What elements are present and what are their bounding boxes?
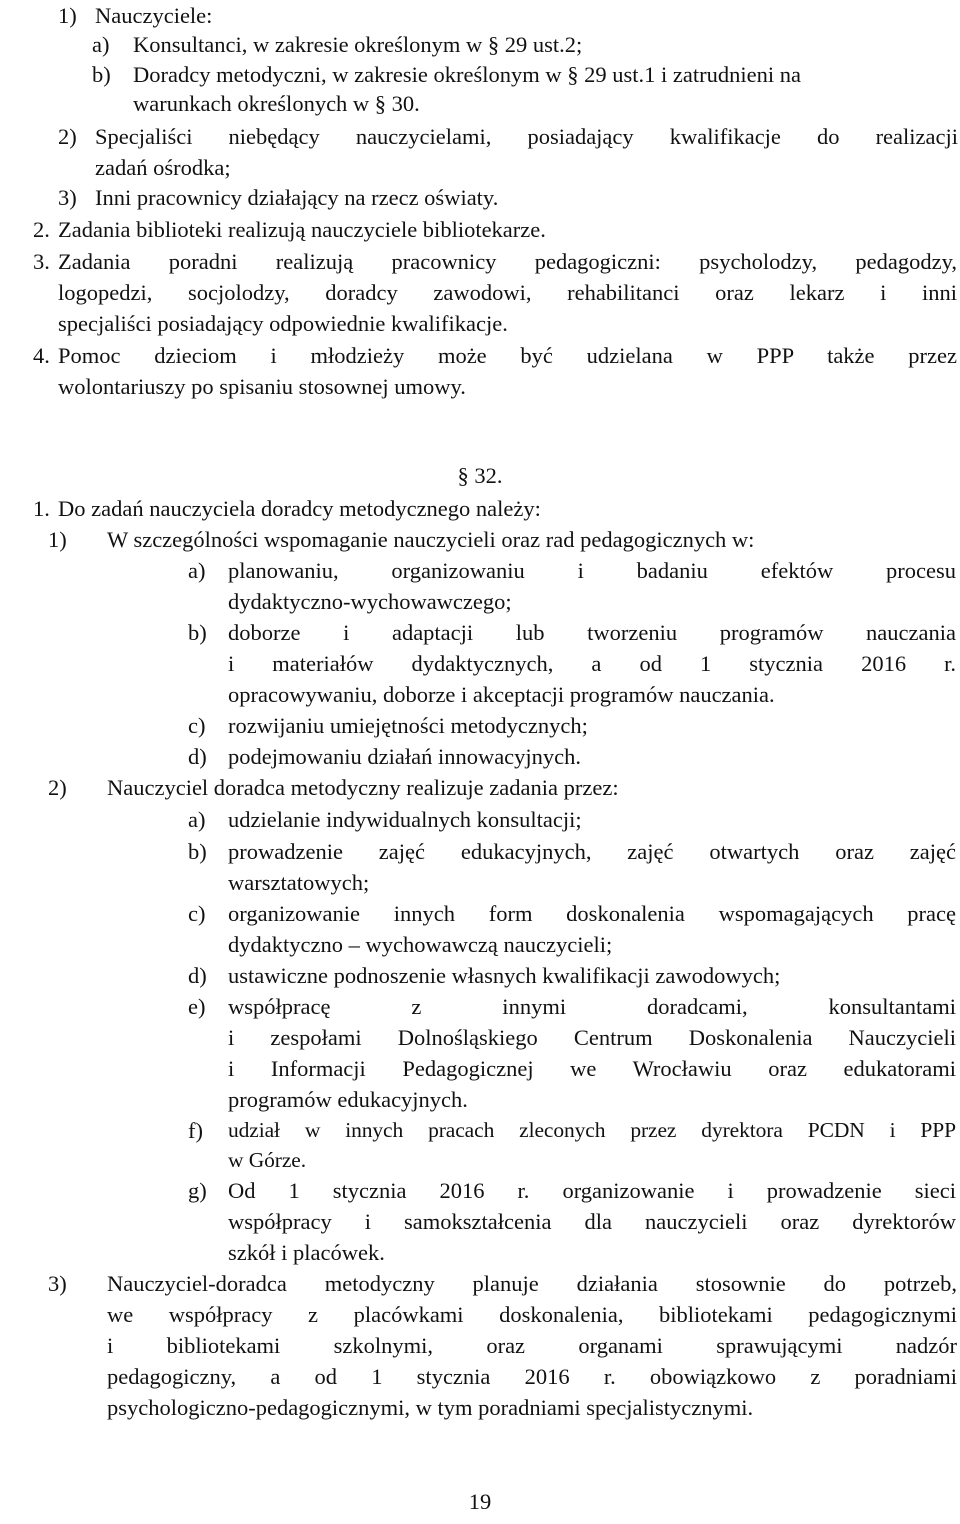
- list-marker: 1): [58, 3, 77, 28]
- point-text: logopedzi, socjolodzy, doradcy zawodowi, rehabilitanci oraz lekarz i inni: [58, 280, 957, 305]
- list-item-text: W szczególności wspomaganie nauczycieli oraz rad pedagogicznych w:: [107, 527, 755, 552]
- list-item-text: Konsultanci, w zakresie określonym w § 29 ust.2;: [133, 32, 583, 57]
- list-item-text: dydaktyczno – wychowawczą nauczycieli;: [228, 932, 613, 957]
- list-item-text: prowadzenie zajęć edukacyjnych, zajęć otwartych oraz zajęć: [228, 839, 956, 864]
- list-item-text: szkół i placówek.: [228, 1240, 385, 1265]
- list-item-text: Doradcy metodyczni, w zakresie określonym w § 29 ust.1 i zatrudnieni na: [133, 62, 801, 87]
- list-item-text: zadań ośrodka;: [95, 155, 231, 180]
- list-item-text: psychologiczno-pedagogicznymi, w tym poradniami specjalistycznymi.: [107, 1395, 754, 1420]
- list-marker: e): [188, 994, 206, 1019]
- list-item-text: Nauczyciel-doradca metodyczny planuje działania stosownie do potrzeb,: [107, 1271, 957, 1296]
- list-item-text: podejmowaniu działań innowacyjnych.: [228, 744, 582, 769]
- list-marker: f): [188, 1118, 203, 1143]
- list-marker: 2): [58, 124, 77, 149]
- list-item-text: programów edukacyjnych.: [228, 1087, 468, 1112]
- list-marker: b): [92, 62, 111, 87]
- list-marker: a): [188, 807, 206, 832]
- point-number: 3.: [33, 249, 50, 274]
- point-text: wolontariuszy po spisaniu stosownej umowy.: [58, 374, 466, 399]
- list-item-text: doborze i adaptacji lub tworzeniu programów nauczania: [228, 620, 956, 645]
- list-item-text: udzielanie indywidualnych konsultacji;: [228, 807, 582, 832]
- list-marker: c): [188, 901, 206, 926]
- page-number: 19: [468, 1489, 492, 1514]
- point-text: Zadania poradni realizują pracownicy pedagogiczni: psycholodzy, pedagodzy,: [58, 249, 957, 274]
- list-marker: g): [188, 1178, 207, 1203]
- list-item-text: we współpracy z placówkami doskonalenia, bibliotekami pedagogicznymi: [107, 1302, 957, 1327]
- list-item-text: współpracę z innymi doradcami, konsultantami: [228, 994, 956, 1019]
- list-item-text: współpracy i samokształcenia dla nauczycieli oraz dyrektorów: [228, 1209, 956, 1234]
- list-item-text: i Informacji Pedagogicznej we Wrocławiu oraz edukatorami: [228, 1056, 956, 1081]
- list-item-text: i zespołami Dolnośląskiego Centrum Doskonalenia Nauczycieli: [228, 1025, 956, 1050]
- list-item-text: i bibliotekami szkolnymi, oraz organami sprawującymi nadzór: [107, 1333, 957, 1358]
- list-item-text: warsztatowych;: [228, 870, 370, 895]
- list-marker: a): [92, 32, 110, 57]
- list-marker: 1): [48, 527, 67, 552]
- list-marker: 3): [48, 1271, 67, 1296]
- point-number: 4.: [33, 343, 50, 368]
- list-item-text: planowaniu, organizowaniu i badaniu efektów procesu: [228, 558, 956, 583]
- list-item-text: Od 1 stycznia 2016 r. organizowanie i prowadzenie sieci: [228, 1178, 956, 1203]
- list-item-text: pedagogiczny, a od 1 stycznia 2016 r. obowiązkowo z poradniami: [107, 1364, 957, 1389]
- point-number: 2.: [33, 217, 50, 242]
- section-heading: § 32.: [457, 463, 503, 488]
- list-marker: c): [188, 713, 206, 738]
- list-item-text: opracowywaniu, doborze i akceptacji programów nauczania.: [228, 682, 775, 707]
- list-item-text: organizowanie innych form doskonalenia wspomagających pracę: [228, 901, 956, 926]
- list-marker: 2): [48, 775, 67, 800]
- list-item-label: Nauczyciele:: [95, 3, 213, 28]
- list-item-text: dydaktyczno-wychowawczego;: [228, 589, 512, 614]
- list-item-text: Nauczyciel doradca metodyczny realizuje zadania przez:: [107, 775, 619, 800]
- list-marker: a): [188, 558, 206, 583]
- point-text: Do zadań nauczyciela doradcy metodycznego należy:: [58, 496, 541, 521]
- list-item-text: udział w innych pracach zleconych przez dyrektora PCDN i PPP: [228, 1118, 956, 1142]
- list-marker: b): [188, 839, 207, 864]
- list-item-text: ustawiczne podnoszenie własnych kwalifikacji zawodowych;: [228, 963, 781, 988]
- list-item-text: w Górze.: [228, 1148, 306, 1172]
- point-text: specjaliści posiadający odpowiednie kwalifikacje.: [58, 311, 508, 336]
- list-marker: 3): [58, 185, 77, 210]
- list-item-text: Inni pracownicy działający na rzecz oświaty.: [95, 185, 499, 210]
- list-item-text: warunkach określonych w § 30.: [133, 91, 420, 116]
- list-marker: d): [188, 744, 207, 769]
- list-item-text: rozwijaniu umiejętności metodycznych;: [228, 713, 588, 738]
- list-item-text: Specjaliści niebędący nauczycielami, posiadający kwalifikacje do realizacji: [95, 124, 958, 149]
- list-marker: b): [188, 620, 207, 645]
- point-text: Pomoc dzieciom i młodzieży może być udzielana w PPP także przez: [58, 343, 957, 368]
- list-item-text: i materiałów dydaktycznych, a od 1 stycznia 2016 r.: [228, 651, 956, 676]
- list-marker: d): [188, 963, 207, 988]
- point-number: 1.: [33, 496, 50, 521]
- point-text: Zadania biblioteki realizują nauczyciele bibliotekarze.: [58, 217, 546, 242]
